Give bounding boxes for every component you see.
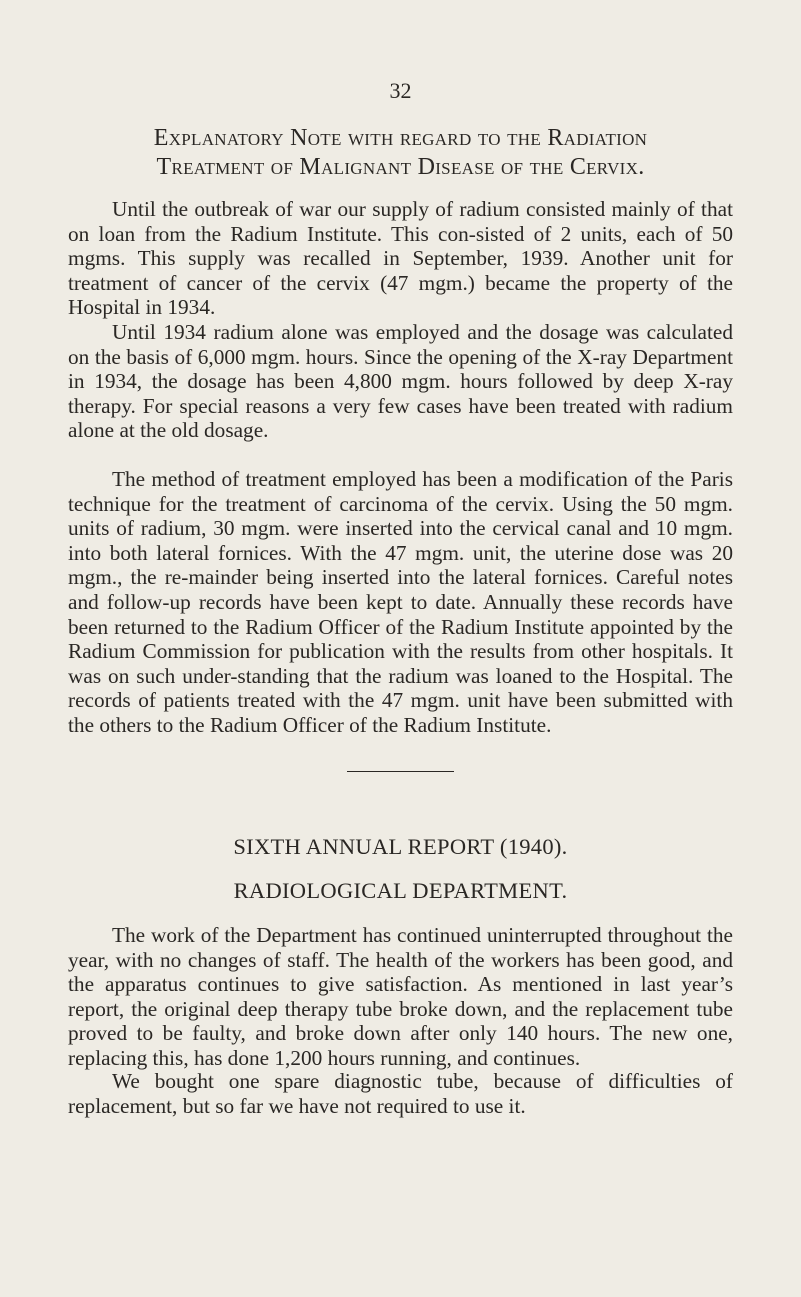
note-paragraph-1: Until the outbreak of war our supply of radium consisted mainly of that on loan from the Radium Institute. This con-sisted of 2 units, each of 50 mgms. This supply was recalled in September, 1939. Another unit for treatment of cancer of the cervix (47 mgm.) became the property of the Hospital in 1934.: [68, 197, 733, 320]
report-title: SIXTH ANNUAL REPORT (1940).: [233, 834, 568, 859]
note-heading-line-1: Explanatory Note with regard to the Radiation: [153, 125, 648, 151]
note-paragraph-2: Until 1934 radium alone was employed and the dosage was calculated on the basis of 6,000 mgm. hours. Since the opening of the X-ray Department in 1934, the dosage has been 4,800 mgm. hours followed by deep X-ray therapy. For special reasons a very few cases have been treated with radium alone at the old dosage.: [68, 320, 733, 443]
note-paragraph-3: The method of treatment employed has been a modification of the Paris technique for the treatment of carcinoma of the cervix. Using the 50 mgm. units of radium, 30 mgm. were inserted into the cervical canal and 10 mgm. into both lateral fornices. With the 47 mgm. unit, the uterine dose was 20 mgm., the re-mainder being inserted into the lateral fornices. Careful notes and follow-up records have been kept to date. Annually these records have been returned to the Radium Officer of the Radium Institute appointed by the Radium Commission for publication with the results from other hospitals. It was on such under-standing that the radium was loaned to the Hospital. The records of patients treated with the 47 mgm. unit have been submitted with the others to the Radium Officer of the Radium Institute.: [68, 467, 733, 737]
note-heading-line-2: Treatment of Malignant Disease of the Cervix.: [156, 154, 645, 180]
department-title: RADIOLOGICAL DEPARTMENT.: [233, 878, 568, 903]
page-number: 32: [389, 78, 412, 103]
section-divider: [347, 771, 454, 772]
report-paragraph-2: We bought one spare diagnostic tube, because of difficulties of replacement, but so far we have not required to use it.: [68, 1069, 733, 1118]
report-paragraph-1: The work of the Department has continued uninterrupted throughout the year, with no changes of staff. The health of the workers has been good, and the apparatus continues to give satisfaction. As mentioned in last year’s report, the original deep therapy tube broke down, and the replacement tube proved to be faulty, and broke down after only 140 hours. The new one, replacing this, has done 1,200 hours running, and continues.: [68, 923, 733, 1070]
